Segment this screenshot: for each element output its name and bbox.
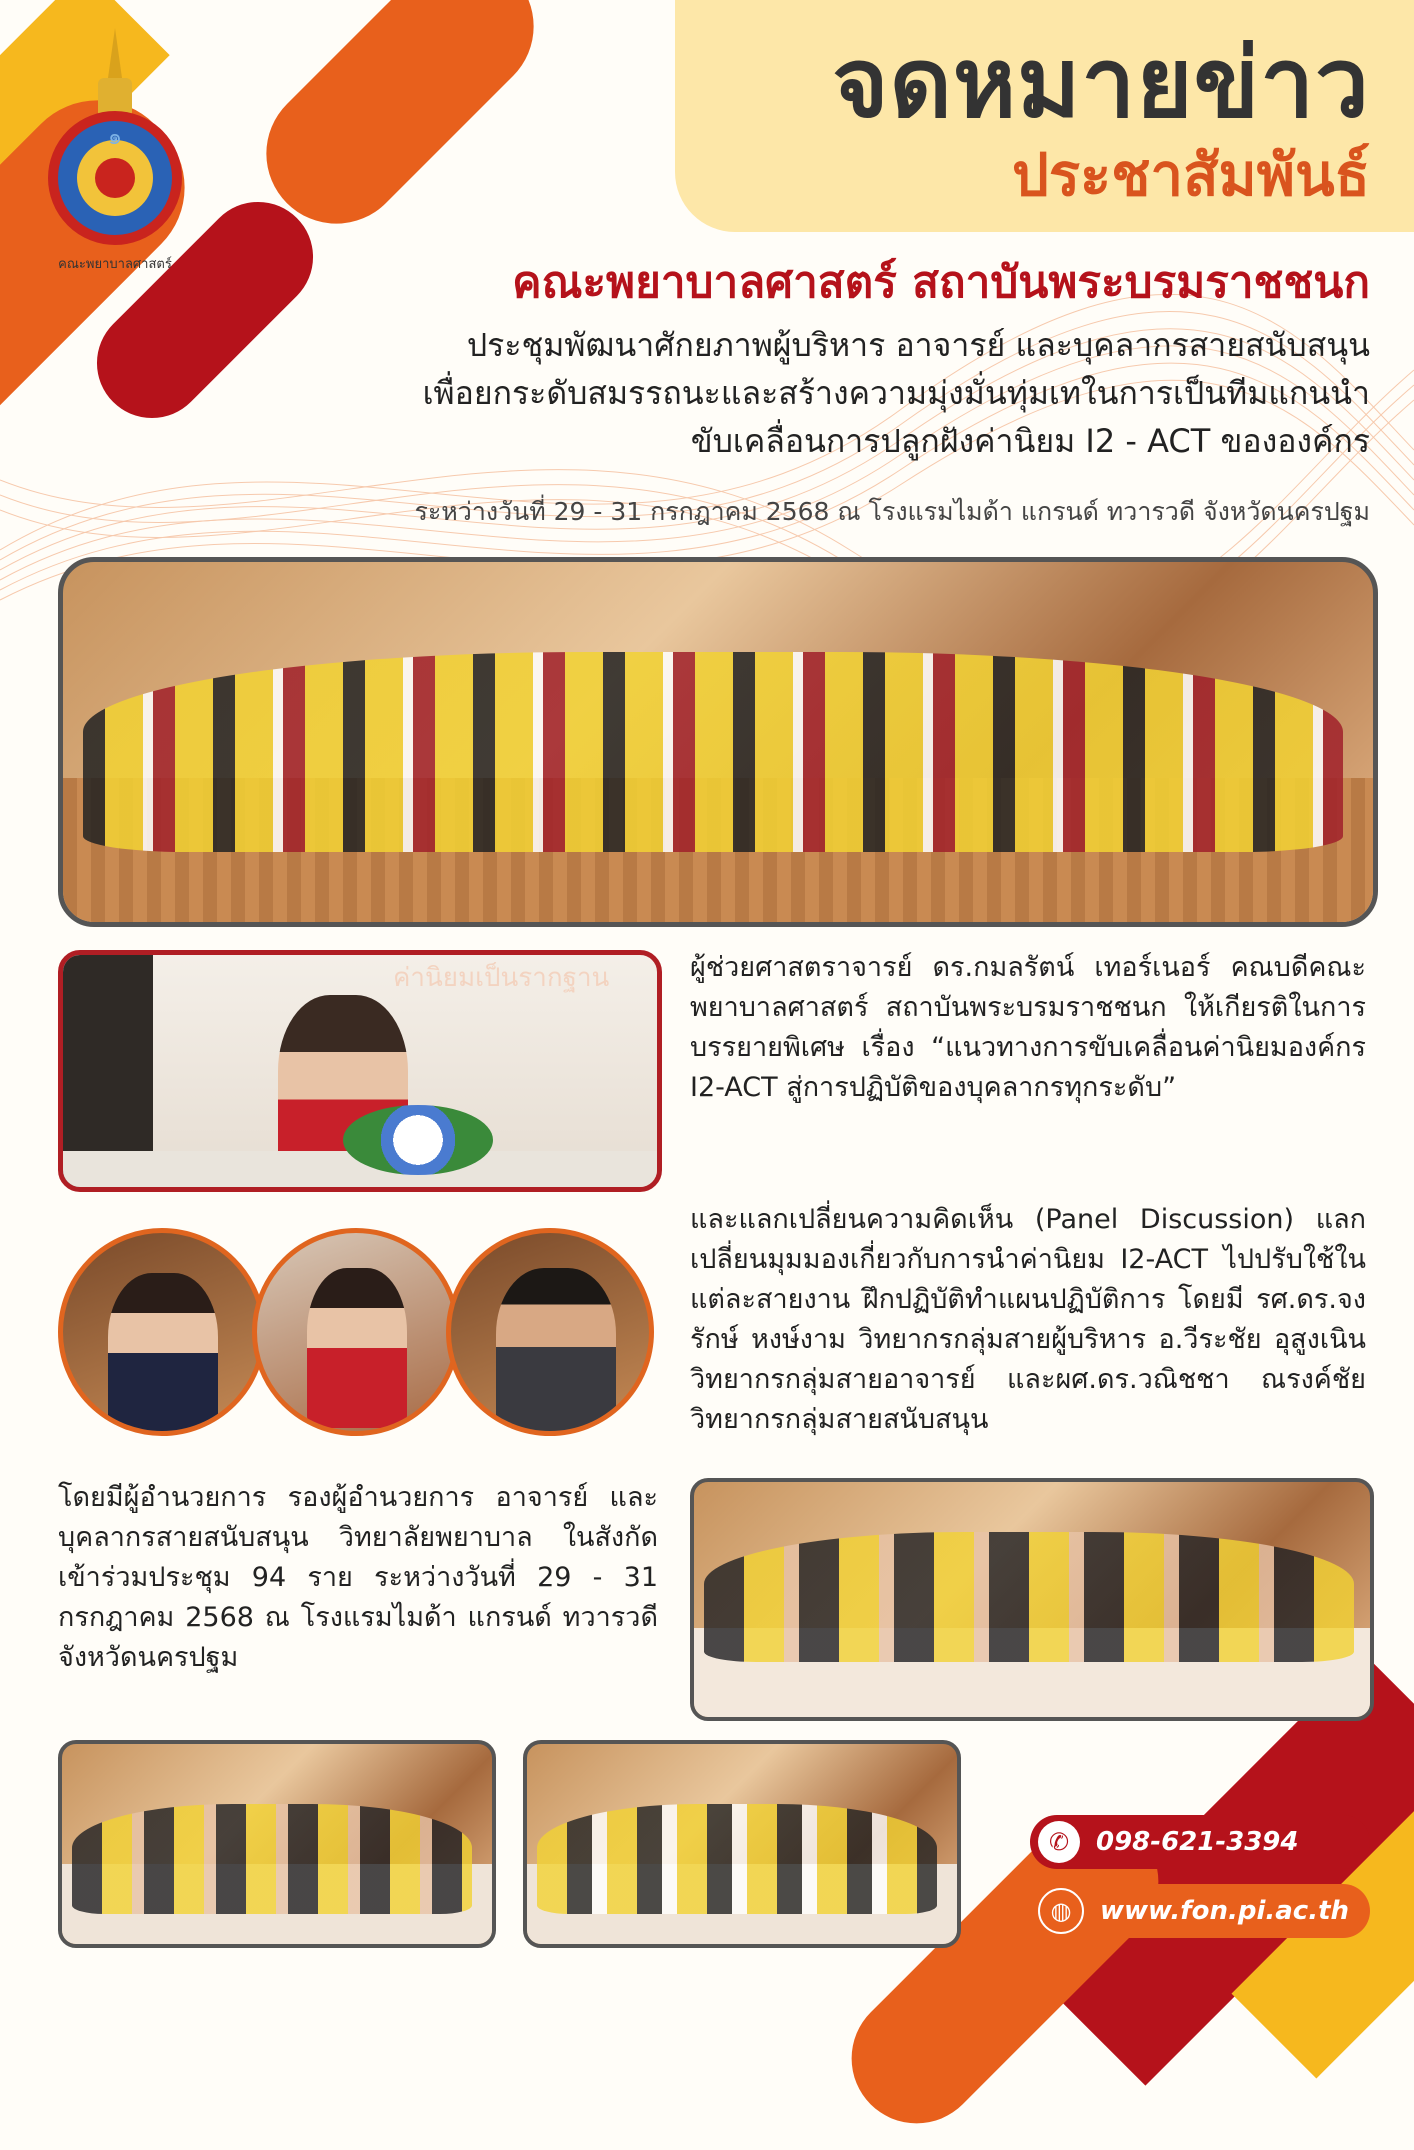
phone-icon: ✆: [1038, 1821, 1080, 1863]
headline-line-1: ประชุมพัฒนาศักยภาพผู้บริหาร อาจารย์ และบุคลากรสายสนับสนุน: [466, 326, 1370, 364]
logo-text: คณะพยาบาลศาสตร์: [58, 257, 172, 272]
portrait-circle-1: [58, 1228, 266, 1436]
portrait-circle-3: [446, 1228, 654, 1436]
website-pill[interactable]: [1030, 1884, 1370, 1938]
headline-line-3: ขับเคลื่อนการปลูกฝังค่านิยม I2 - ACT ขององค์กร: [690, 422, 1370, 460]
speaker-paragraph: ผู้ช่วยศาสตราจารย์ ดร.กมลรัตน์ เทอร์เนอร์ คณบดีคณะพยาบาลศาสตร์ สถาบันพระบรมราชชนก ให้เกียรติในการบรรยายพิเศษ เรื่อง “แนวทางการขับเคลื่อนค่านิยมองค์กร I2-ACT สู่การปฏิบัติของบุคลากรทุกระดับ”: [690, 952, 1366, 1103]
group-photo: [58, 557, 1378, 927]
attendees-paragraph: โดยมีผู้อำนวยการ รองผู้อำนวยการ อาจารย์ และบุคลากรสายสนับสนุน วิทยาลัยพยาบาล ในสังกัด เข้าร่วมประชุม 94 ราย ระหว่างวันที่ 29 - 31 กรกฎาคม 2568 ณ โรงแรมไมด้า แกรนด์ ทวารวดี จังหวัดนครปฐม: [58, 1482, 658, 1673]
panel-paragraph: และแลกเปลี่ยนความคิดเห็น (Panel Discussion) แลกเปลี่ยนมุมมองเกี่ยวกับการนำค่านิยม I2-ACT ไปปรับใช้ในแต่ละสายงาน ฝึกปฏิบัติทำแผนปฏิบัติการ โดยมี รศ.ดร.จงรักษ์ หงษ์งาม วิทยากรกลุ่มสายผู้บริหาร อ.วีระชัย อุสูงเนิน วิทยากรกลุ่มสายอาจารย์ และผศ.ดร.วณิชชา ณรงค์ชัย วิทยากรกลุ่มสายสนับสนุน: [690, 1204, 1366, 1435]
phone-pill[interactable]: [1030, 1815, 1370, 1869]
workshop-photo-1: [690, 1478, 1374, 1721]
workshop-photo-2: [58, 1740, 496, 1948]
newsletter-subtitle: ประชาสัมพันธ์: [1012, 141, 1370, 209]
speaker-banner-text: ค่านิยมเป็นรากฐาน: [393, 963, 610, 993]
workshop-photo-3: [523, 1740, 961, 1948]
portrait-circle-2: [252, 1228, 460, 1436]
globe-icon: ◍: [1038, 1888, 1084, 1934]
headline-line-2: เพื่อยกระดับสมรรถนะและสร้างความมุ่งมั่นทุ่มเทในการเป็นทีมแกนนำ: [422, 374, 1370, 412]
speaker-photo: [58, 950, 662, 1192]
dateline: ระหว่างวันที่ 29 - 31 กรกฎาคม 2568 ณ โรงแรมไมด้า แกรนด์ ทวารวดี จังหวัดนครปฐม: [414, 497, 1370, 526]
website-url: www.fon.pi.ac.th: [1100, 1896, 1350, 1926]
organization-name: คณะพยาบาลศาสตร์ สถาบันพระบรมราชชนก: [512, 257, 1370, 308]
newsletter-title: จดหมายข่าว: [832, 27, 1370, 139]
faculty-logo: [40, 28, 190, 278]
phone-number: 098-621-3394: [1096, 1827, 1299, 1857]
svg-text:๑: ๑: [108, 125, 122, 150]
